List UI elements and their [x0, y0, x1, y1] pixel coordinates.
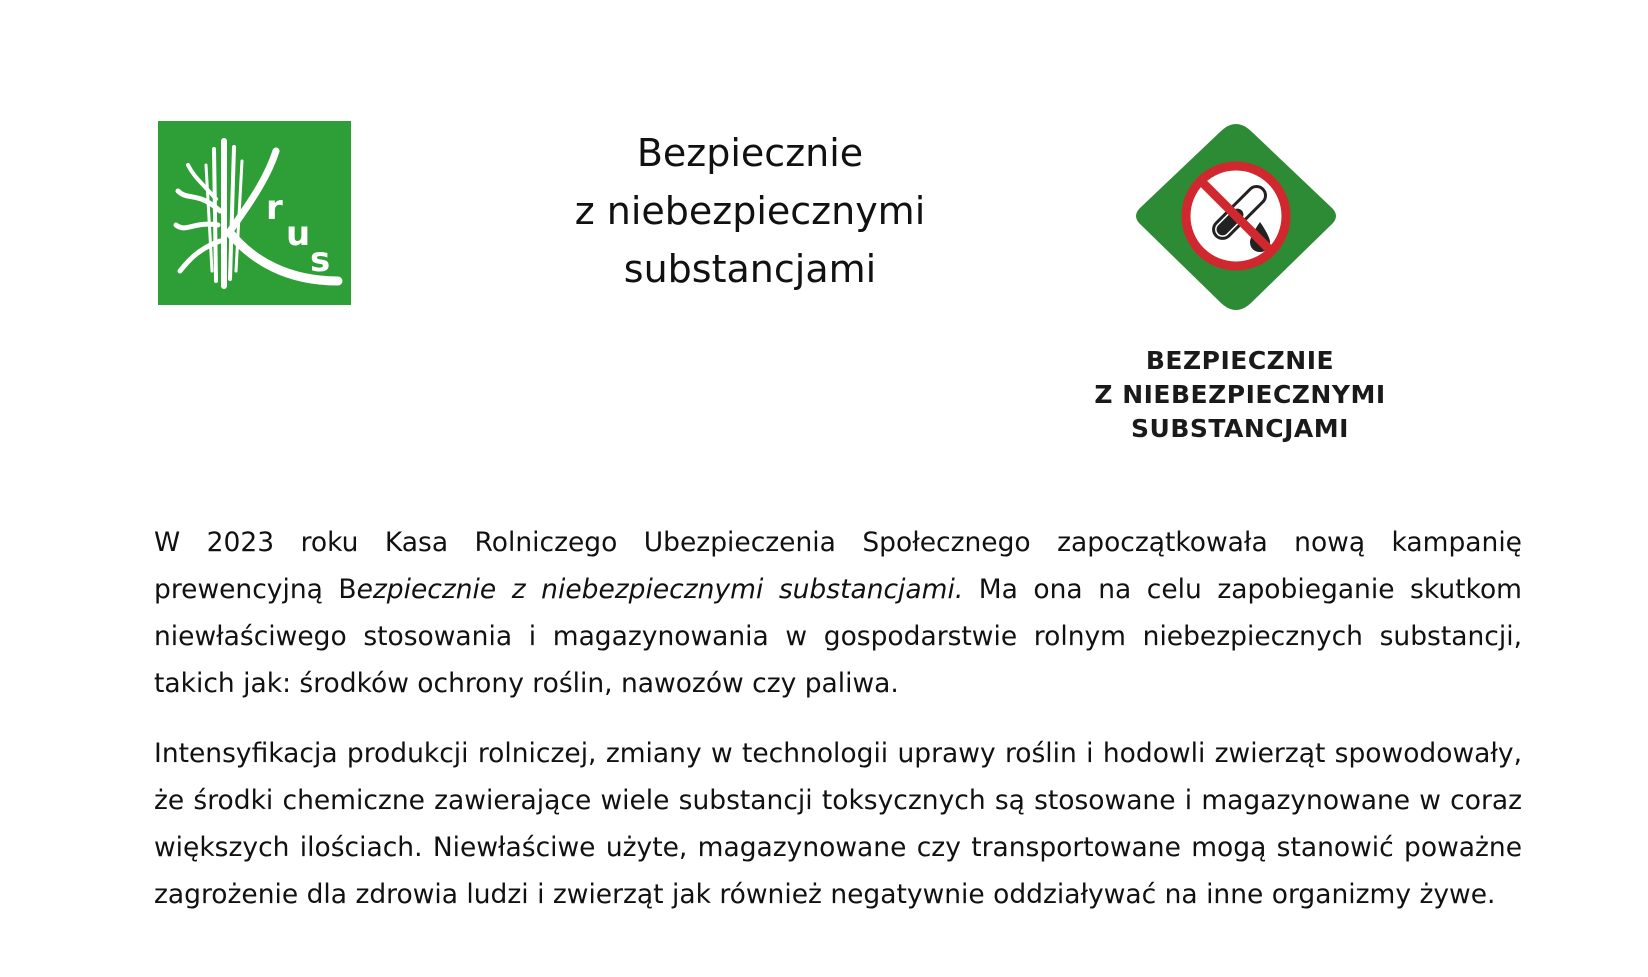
campaign-text-line-1: BEZPIECZNIE — [1145, 346, 1335, 375]
title-line-3: substancjami — [623, 247, 877, 291]
campaign-logo — [1070, 118, 1410, 458]
campaign-text-line-3: SUBSTANCJAMI — [1131, 414, 1349, 443]
paragraph-1-rest: Ma ona na celu zapobieganie skutkom niewłaściwego stosowania i magazynowania w gospodarstwie rolnym niebezpiecznych substancji, takich jak: środków ochrony roślin, nawozów czy paliwa. — [154, 574, 1522, 699]
svg-text:s: s — [310, 240, 331, 280]
prohibited-chemicals-icon — [1126, 120, 1346, 320]
campaign-text-line-2: Z NIEBEZPIECZNYMI — [1094, 380, 1386, 409]
title-line-2: z niebezpiecznymi — [574, 189, 926, 233]
svg-text:r: r — [266, 188, 283, 228]
campaign-name: ezpiecznie z niebezpiecznymi substancjami. — [356, 574, 964, 605]
krus-logo — [158, 121, 351, 305]
campaign-logo-text — [1070, 344, 1410, 446]
paragraph-1 — [154, 519, 1522, 707]
paragraph-1-intro: W 2023 roku Kasa Rolniczego Ubezpieczenia Społecznego zapoczątkowała nową kampanię prewencyjną B — [154, 527, 1522, 605]
svg-text:u: u — [286, 214, 311, 254]
title-line-1: Bezpiecznie — [636, 131, 864, 175]
page-title — [520, 124, 980, 298]
krus-logo-icon — [158, 121, 351, 305]
paragraph-2: Intensyfikacja produkcji rolniczej, zmiany w technologii uprawy roślin i hodowli zwierząt spowodowały, że środki chemiczne zawierające wiele substancji toksycznych są stosowane i magazynowane w coraz większych ilościach. Niewłaściwe użyte, magazynowane czy transportowane mogą stanowić poważne zagrożenie dla zdrowia ludzi i zwierząt jak również negatywnie oddziaływać na inne organizmy żywe. — [154, 738, 1522, 910]
article-body — [154, 519, 1522, 918]
